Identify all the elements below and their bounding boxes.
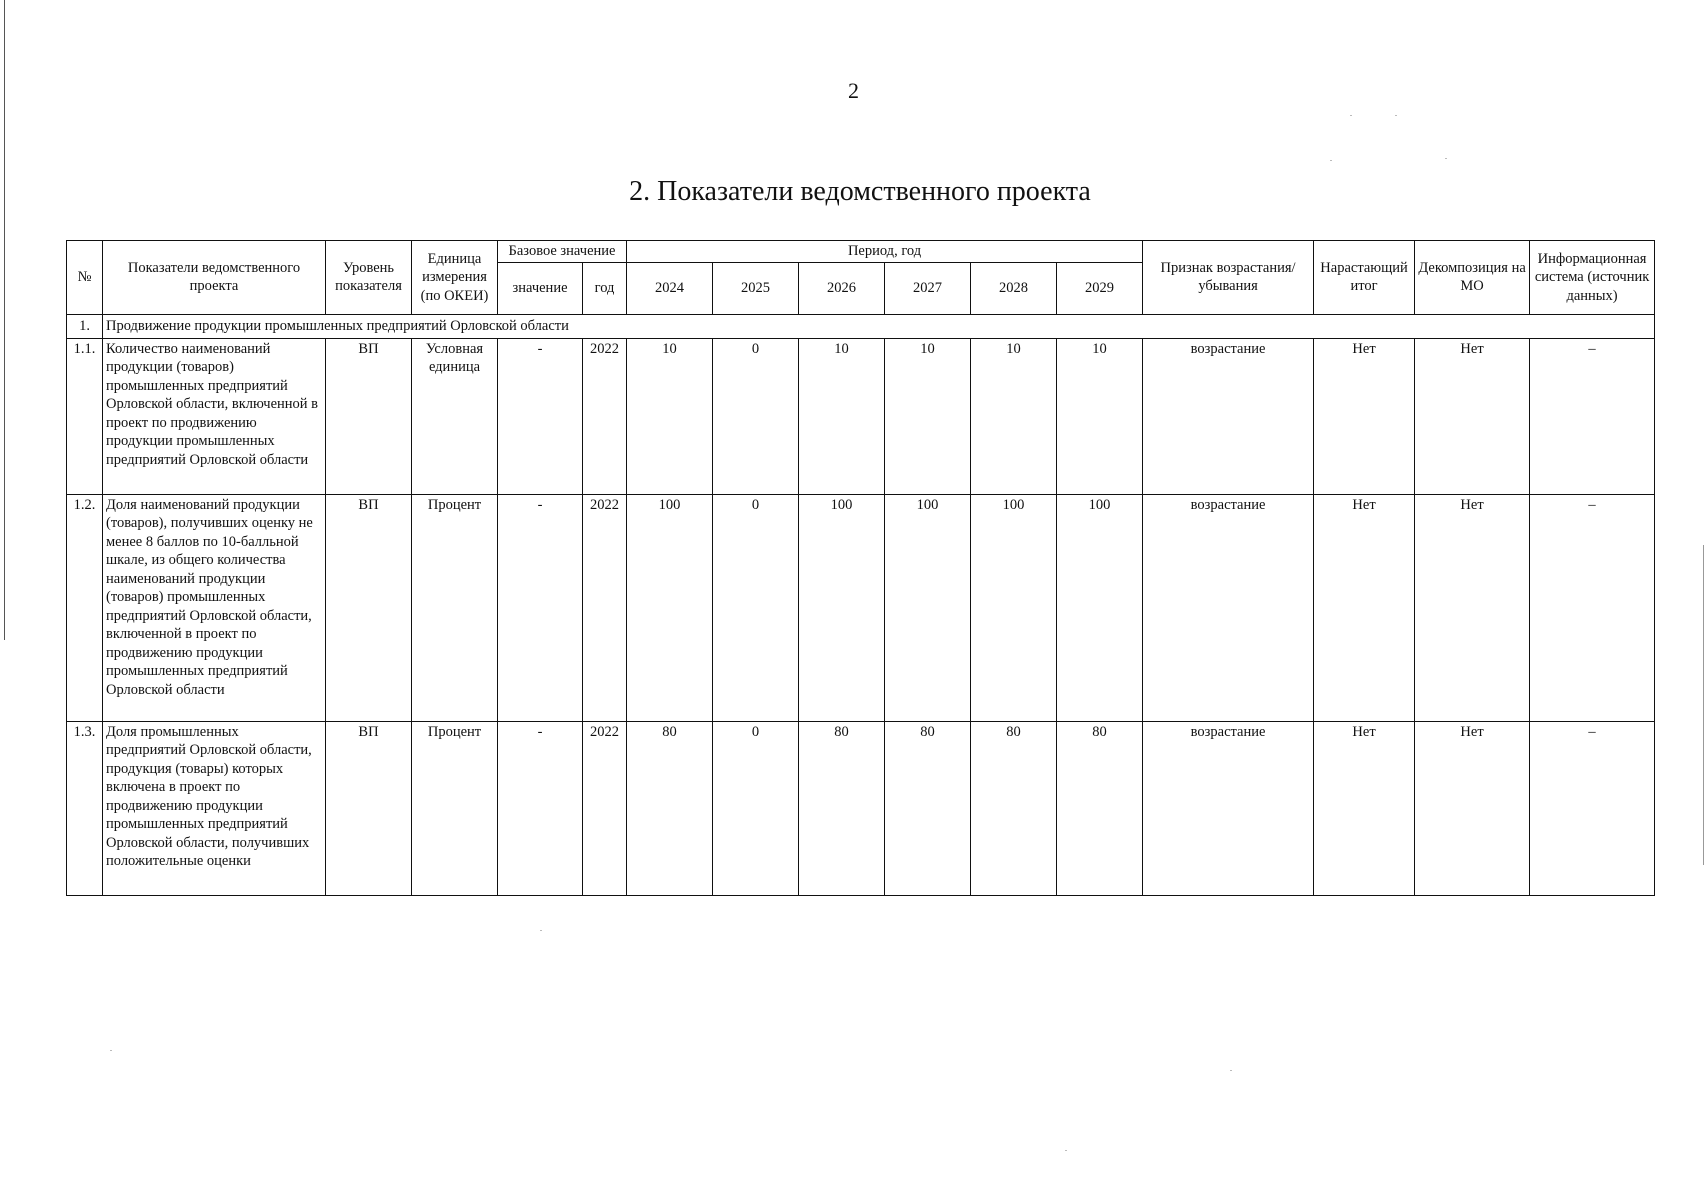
row-value-2025: 0 [713,494,799,721]
header-year-2026: 2026 [799,262,885,314]
row-cumulative: Нет [1314,721,1415,895]
scan-speck [1445,158,1447,159]
row-indicator: Доля промышленных предприятий Орловской области, продукция (товары) которых включена в проект по продвижению продукции промышленных предприятий Орловской области, получивших положительные оценки [103,721,326,895]
section-no: 1. [67,314,103,338]
header-year-2027: 2027 [885,262,971,314]
row-value-2026: 80 [799,721,885,895]
header-base-group: Базовое значение [498,241,627,263]
row-base-year: 2022 [583,338,627,494]
table-row [67,494,1655,721]
header-trend: Признак возрастания/убывания [1143,241,1314,315]
row-value-2024: 100 [627,494,713,721]
section-title: Продвижение продукции промышленных предприятий Орловской области [103,314,1655,338]
header-decomposition: Декомпозиция на МО [1415,241,1530,315]
scan-speck [1065,1150,1067,1151]
row-trend: возрастание [1143,338,1314,494]
row-decomposition: Нет [1415,338,1530,494]
row-no: 1.3. [67,721,103,895]
row-base-value: - [498,338,583,494]
page-number: 2 [848,78,859,103]
row-cumulative: Нет [1314,338,1415,494]
scan-speck [1330,160,1332,161]
scan-speck [110,1050,112,1051]
row-trend: возрастание [1143,494,1314,721]
table-row [67,338,1655,494]
header-year-2028: 2028 [971,262,1057,314]
table-row [67,721,1655,895]
row-trend: возрастание [1143,721,1314,895]
row-base-year: 2022 [583,721,627,895]
row-unit: Процент [412,494,498,721]
row-value-2024: 80 [627,721,713,895]
row-decomposition: Нет [1415,721,1530,895]
header-row-groups [67,241,1655,263]
row-base-year: 2022 [583,494,627,721]
row-value-2029: 10 [1057,338,1143,494]
row-info-system: – [1530,338,1655,494]
indicators-table [66,240,1655,896]
scan-right-edge-line [1703,545,1704,865]
header-year-2024: 2024 [627,262,713,314]
row-indicator: Доля наименований продукции (товаров), получивших оценку не менее 8 баллов по 10-балльной шкале, из общего количества наименований продукции (товаров) промышленных предприятий Орловской области, включенной в проект по продвижению продукции промышленных предприятий Орловской области [103,494,326,721]
scan-speck [1230,1070,1232,1071]
row-value-2027: 80 [885,721,971,895]
row-value-2028: 100 [971,494,1057,721]
page-title: 2. Показатели ведомственного проекта [629,176,1091,207]
row-value-2027: 100 [885,494,971,721]
scan-speck [1395,115,1397,116]
scan-speck [1350,115,1352,116]
row-info-system: – [1530,721,1655,895]
header-indicator: Показатели ведомственного проекта [103,241,326,315]
header-cumulative: Нарастающий итог [1314,241,1415,315]
row-unit: Условная единица [412,338,498,494]
header-year-2025: 2025 [713,262,799,314]
header-base-year: год [583,262,627,314]
header-no: № [67,241,103,315]
row-value-2029: 80 [1057,721,1143,895]
row-cumulative: Нет [1314,494,1415,721]
header-base-value: значение [498,262,583,314]
row-value-2025: 0 [713,338,799,494]
row-value-2028: 10 [971,338,1057,494]
row-indicator: Количество наименований продукции (товаров) промышленных предприятий Орловской области, включенной в проект по продвижению продукции промышленных предприятий Орловской области [103,338,326,494]
row-info-system: – [1530,494,1655,721]
section-row [67,314,1655,338]
row-value-2028: 80 [971,721,1057,895]
row-no: 1.2. [67,494,103,721]
row-unit: Процент [412,721,498,895]
row-level: ВП [326,338,412,494]
row-value-2024: 10 [627,338,713,494]
scan-speck [540,930,542,931]
row-no: 1.1. [67,338,103,494]
row-value-2026: 100 [799,494,885,721]
header-period-group: Период, год [627,241,1143,263]
row-level: ВП [326,721,412,895]
row-value-2025: 0 [713,721,799,895]
header-level: Уровень показателя [326,241,412,315]
row-value-2027: 10 [885,338,971,494]
row-level: ВП [326,494,412,721]
row-decomposition: Нет [1415,494,1530,721]
row-value-2026: 10 [799,338,885,494]
header-info-system: Информационная система (источник данных) [1530,241,1655,315]
header-unit: Единица измерения (по ОКЕИ) [412,241,498,315]
row-base-value: - [498,494,583,721]
header-year-2029: 2029 [1057,262,1143,314]
row-value-2029: 100 [1057,494,1143,721]
row-base-value: - [498,721,583,895]
